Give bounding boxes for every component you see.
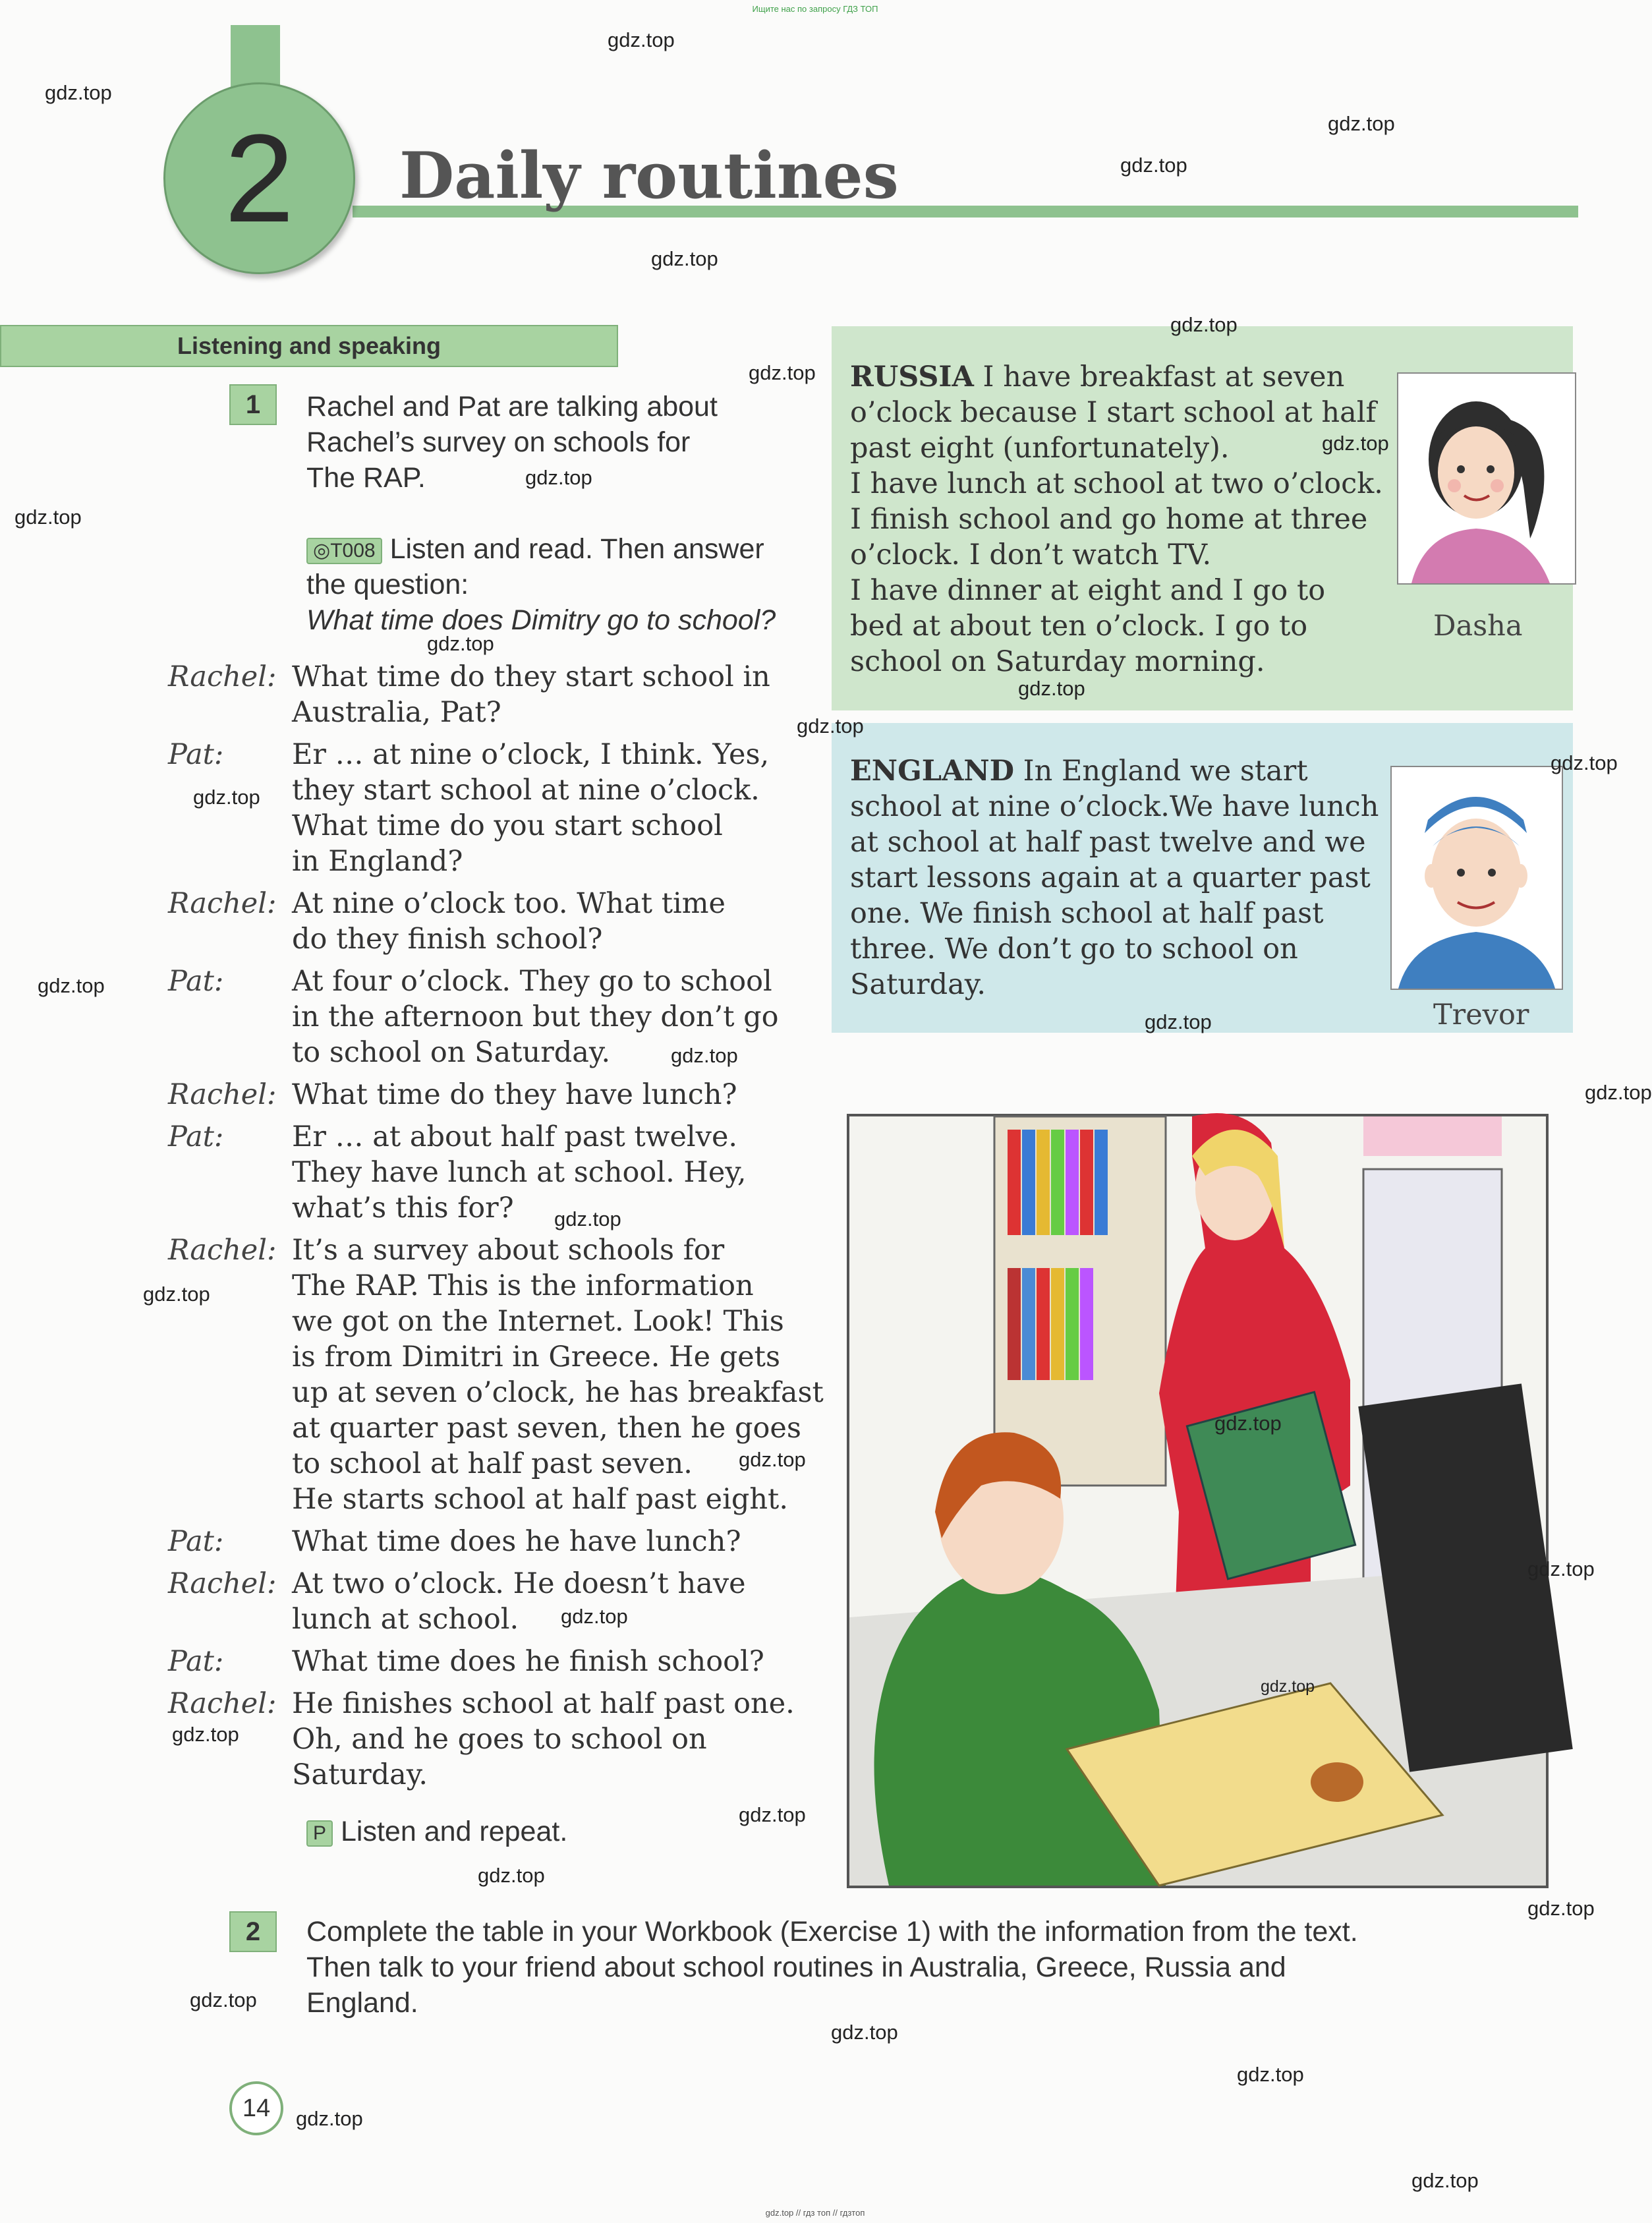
exercise-2-number: 2 bbox=[229, 1911, 277, 1952]
watermark: gdz.top bbox=[797, 714, 864, 737]
watermark: gdz.top bbox=[427, 632, 494, 655]
dialogue-turn: Rachel: It’s a survey about schools for The RAP. This is the information we got on the Internet. Look! This is from Dimitri in Greece. He gets up at seven o’clock, he has breakfast at quarter past seven, then he goes to school at half past seven. He starts school at half past eight. bbox=[168, 1234, 824, 1516]
exercise-1-intro: Rachel and Pat are talking about Rachel’s survey on schools for The RAP. bbox=[306, 391, 718, 494]
watermark: gdz.top bbox=[478, 1864, 545, 1887]
watermark: gdz.top bbox=[671, 1044, 738, 1067]
watermark: gdz.top bbox=[1214, 1412, 1282, 1435]
watermark: gdz.top bbox=[1261, 1677, 1315, 1696]
watermark: gdz.top bbox=[1018, 677, 1085, 700]
dialogue-turn: Pat: Er … at nine o’clock, I think. Yes, they start school at nine o’clock. What time do you start school in England? bbox=[168, 738, 770, 878]
watermark: gdz.top bbox=[831, 2021, 898, 2044]
england-text: ENGLAND In England we start school at nine o’clock.We have lunch at school at half past twelve and we start lessons again at a quarter past one. We finish school at half past three. We don’t go to school on Saturday. bbox=[850, 755, 1379, 1001]
watermark: gdz.top bbox=[172, 1723, 239, 1746]
bottom-note: gdz.top // гдз топ // гдзтоп bbox=[765, 2208, 865, 2218]
watermark: gdz.top bbox=[1551, 751, 1618, 774]
watermark: gdz.top bbox=[1328, 112, 1395, 135]
dasha-portrait bbox=[1397, 372, 1576, 585]
watermark: gdz.top bbox=[1322, 432, 1389, 455]
audio-track-badge[interactable]: ◎T008 bbox=[306, 538, 382, 564]
pronunciation-badge[interactable]: P bbox=[306, 1820, 333, 1847]
listen-repeat: P Listen and repeat. bbox=[306, 1814, 567, 1849]
audio-icon: ◎ bbox=[313, 539, 331, 562]
unit-title: Daily routines bbox=[399, 138, 899, 213]
watermark: gdz.top bbox=[1120, 154, 1187, 177]
top-note: Ищите нас по запросу ГДЗ ТОП bbox=[752, 4, 878, 14]
watermark: gdz.top bbox=[1411, 2169, 1479, 2192]
watermark: gdz.top bbox=[190, 1988, 257, 2011]
russia-text: RUSSIA I have breakfast at seven o’clock because I start school at half past eight (unfortunately). I have lunch at school at two o’clock. I finish school and go home at three o’clock. I don’t watch TV. I have dinner at eight and I go to bed at about ten o’clock. I go to school on Saturday morning. bbox=[850, 361, 1383, 678]
office-scene-icon bbox=[849, 1116, 1546, 1886]
watermark: gdz.top bbox=[143, 1283, 210, 1306]
watermark: gdz.top bbox=[739, 1803, 806, 1826]
dialogue-turn: Rachel: What time do they have lunch? bbox=[168, 1078, 737, 1111]
dialogue-turn: Rachel: At nine o’clock too. What time do they finish school? bbox=[168, 887, 726, 956]
dialogue-turn: Rachel: At two o’clock. He doesn’t have lunch at school. bbox=[168, 1567, 746, 1636]
watermark: gdz.top bbox=[38, 974, 105, 997]
illustration-rachel-and-pat bbox=[847, 1114, 1549, 1888]
dialogue-turn: Rachel: What time do they start school in Australia, Pat? bbox=[168, 660, 770, 729]
watermark: gdz.top bbox=[296, 2107, 363, 2130]
exercise-1-instruction: ◎T008 Listen and read. Then answer the question: What time does Dimitry go to school? bbox=[306, 531, 827, 638]
watermark: gdz.top bbox=[561, 1605, 628, 1628]
dialogue-turn: Rachel: He finishes school at half past one. Oh, and he goes to school on Saturday. bbox=[168, 1687, 795, 1791]
dialogue-turn: Pat: What time does he finish school? bbox=[168, 1645, 764, 1678]
unit-badge bbox=[163, 82, 355, 274]
exercise-2-instruction: Complete the table in your Workbook (Exercise 1) with the information from the text. Then talk to your friend about school routines in Australia, Greece, Russia and England. bbox=[306, 1916, 1358, 2019]
unit-number: 2 bbox=[224, 108, 295, 248]
exercise-1-question: What time does Dimitry go to school? bbox=[306, 604, 776, 636]
watermark: gdz.top bbox=[651, 247, 718, 270]
boy-portrait-icon bbox=[1392, 767, 1562, 989]
watermark: gdz.top bbox=[525, 466, 592, 489]
dasha-name: Dasha bbox=[1433, 610, 1523, 643]
watermark: gdz.top bbox=[554, 1207, 621, 1230]
dialogue-turn: Pat: Er … at about half past twelve. They have lunch at school. Hey, what’s this for? bbox=[168, 1120, 747, 1225]
trevor-portrait bbox=[1390, 766, 1563, 990]
trevor-name: Trevor bbox=[1433, 998, 1529, 1031]
page-number: 14 bbox=[229, 2081, 283, 2135]
dialogue-turn: Pat: At four o’clock. They go to school in the afternoon but they don’t go to school on Saturday. bbox=[168, 965, 779, 1069]
watermark: gdz.top bbox=[1145, 1010, 1212, 1033]
watermark: gdz.top bbox=[14, 505, 82, 529]
dialogue bbox=[168, 659, 827, 1793]
watermark: gdz.top bbox=[1237, 2063, 1304, 2086]
watermark: gdz.top bbox=[749, 361, 816, 384]
watermark: gdz.top bbox=[1527, 1897, 1595, 1920]
watermark: gdz.top bbox=[193, 786, 260, 809]
section-heading: Listening and speaking bbox=[0, 325, 618, 367]
watermark: gdz.top bbox=[45, 81, 112, 104]
girl-portrait-icon bbox=[1398, 374, 1575, 583]
watermark: gdz.top bbox=[1527, 1557, 1595, 1580]
watermark: gdz.top bbox=[1170, 313, 1238, 336]
exercise-1-number: 1 bbox=[229, 384, 277, 425]
watermark: gdz.top bbox=[608, 28, 675, 51]
watermark: gdz.top bbox=[1585, 1081, 1652, 1104]
watermark: gdz.top bbox=[739, 1448, 806, 1471]
dialogue-turn: Pat: What time does he have lunch? bbox=[168, 1525, 741, 1558]
